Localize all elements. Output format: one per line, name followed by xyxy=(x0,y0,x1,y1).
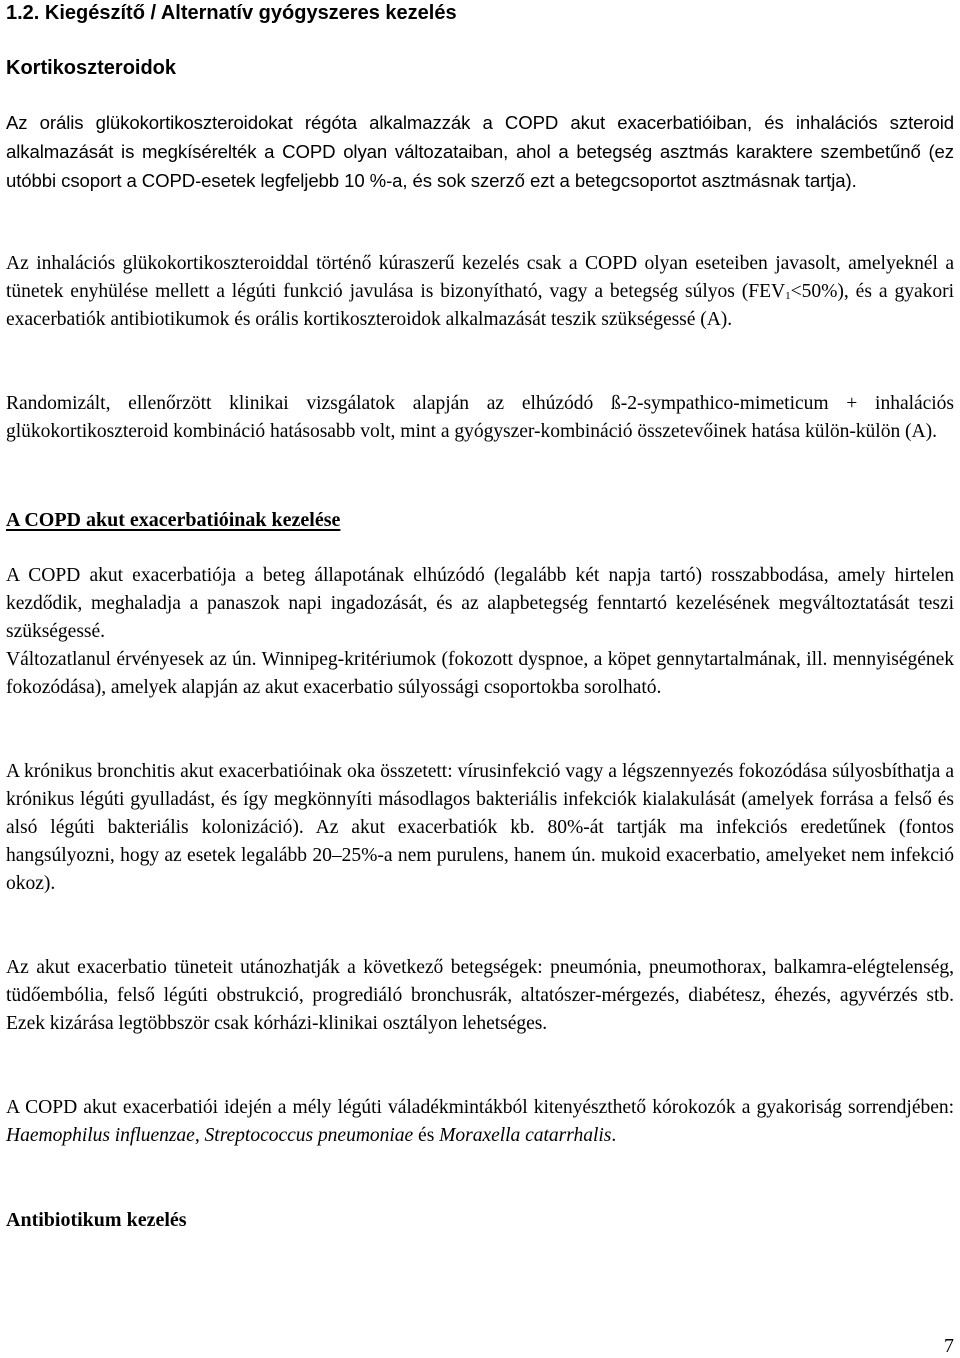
paragraph-winnipeg: Változatlanul érvényesek az ún. Winnipeg-kritériumok (fokozott dyspnoe, a köpet gennytartalmának, ill. mennyiségének fokozódása), amelyek alapján az akut exacerbatio súlyossági csoportokba sorolható. xyxy=(6,649,954,698)
paragraph-text: A COPD akut exacerbatiói idején a mély légúti váladékmintákból kitenyészthető kórokozók a gyakoriság sorrendjében: xyxy=(6,1097,954,1118)
paragraph-definition: A COPD akut exacerbatiója a beteg állapotának elhúzódó (legalább két napja tartó) rosszabbodása, amely hirtelen kezdődik, meghaladja a panaszok napi ingadozását, és az alapbetegség fenntartó kezelésének megváltoztatását teszi szükségessé. xyxy=(6,565,954,642)
paragraph-pathogens xyxy=(6,1094,954,1150)
section-heading: 1.2. Kiegészítő / Alternatív gyógyszeres kezelés xyxy=(6,2,457,24)
page-number: 7 xyxy=(944,1335,954,1357)
fev-subscript: 1 xyxy=(785,290,791,302)
paragraph-text: <50%), és a gyakori exacerbatiók antibiotikumok és orális kortikoszteroidok alkalmazását teszik szükségessé (A). xyxy=(6,281,954,330)
paragraph-combination: Randomizált, ellenőrzött klinikai vizsgálatok alapján az elhúzódó ß-2-sympathico-mimeticum + inhalációs glükokortikoszteroid kombináció hatásosabb volt, mint a gyógyszer-kombináció összetevőinek hatása külön-külön (A). xyxy=(6,393,954,442)
paragraph-differential: Az akut exacerbatio tüneteit utánozhatják a következő betegségek: pneumónia, pneumothorax, balkamra-elégtelenség, tüdőembólia, felső légúti obstrukció, progrediáló bronchusrák, altatószer-mérgezés, diabétesz, éhezés, agyvérzés stb. Ezek kizárása legtöbbször csak kórházi-klinikai osztályon lehetséges. xyxy=(6,957,954,1034)
paragraph-oral-steroids: Az orális glükokortikoszteroidokat régóta alkalmazzák a COPD akut exacerbatióiban, és inhalációs szteroid alkalmazását is megkísérelték a COPD olyan változataiban, ahol a betegség asztmás karaktere szembetűnő (ez utóbbi csoport a COPD-esetek legfeljebb 10 %-a, és sok szerző ezt a betegcsoportot asztmásnak tartja). xyxy=(6,112,954,191)
paragraph-text: és xyxy=(413,1125,440,1146)
paragraph-text: Az inhalációs glükokortikoszteroiddal történő kúraszerű kezelés csak a COPD olyan eseteiben javasolt, amelyeknél a tünetek enyhülése mellett a légúti funkció javulása is bizonyítható, vagy a betegség súlyos (FEV xyxy=(6,253,954,302)
pathogen-haemophilus: Haemophilus influenzae, xyxy=(6,1125,200,1146)
paragraph-text: . xyxy=(611,1125,617,1146)
pathogen-streptococcus: Streptococcus pneumoniae xyxy=(204,1125,414,1146)
paragraph-inhaled-steroids xyxy=(6,250,954,334)
paragraph-causes: A krónikus bronchitis akut exacerbatióinak oka összetett: vírusinfekció vagy a légszennyezés fokozódása súlyosbíthatja a krónikus légúti gyulladást, és így megkönnyíti másodlagos bakteriális infekciók kialakulását (amelyek forrása a felső és alsó légúti bakteriális kolonizáció). Az akut exacerbatiók kb. 80%-át tartják ma infekciós eredetűnek (fontos hangsúlyozni, hogy az esetek legalább 20–25%-a nem purulens, hanem ún. mukoid exacerbatio, amelyeket nem infekció okoz). xyxy=(6,761,954,894)
heading-acute-exacerbation: A COPD akut exacerbatióinak kezelése xyxy=(6,509,341,531)
pathogen-moraxella: Moraxella catarrhalis xyxy=(439,1125,612,1146)
heading-antibiotics: Antibiotikum kezelés xyxy=(6,1209,187,1231)
heading-kortikoszteroidok: Kortikoszteroidok xyxy=(6,57,177,79)
